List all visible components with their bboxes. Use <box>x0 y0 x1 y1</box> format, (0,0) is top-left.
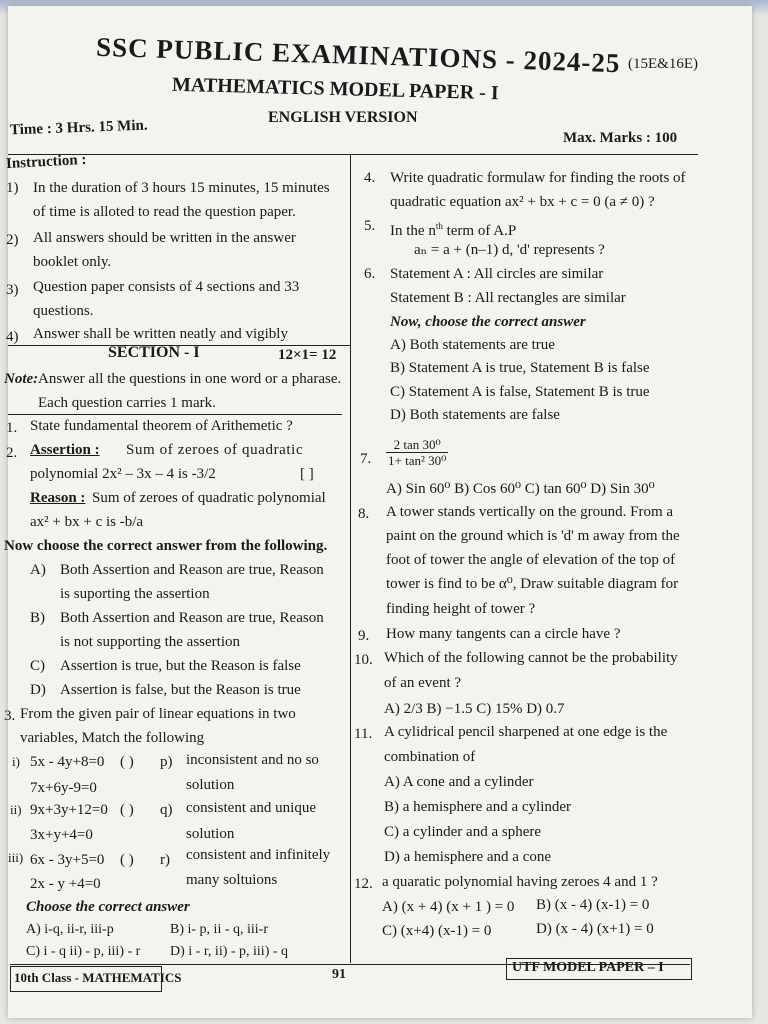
assertion-text: polynomial 2x² – 3x – 4 is -3/2 <box>30 466 216 482</box>
superscript: th <box>435 221 443 231</box>
question-text: finding height of tower ? <box>386 601 536 617</box>
question-text: a quaratic polynomial having zeroes 4 and 1 ? <box>382 874 658 890</box>
reason-text: ax² + bx + c is -b/a <box>30 514 144 530</box>
instruction-text: All answers should be written in the answer <box>33 230 296 246</box>
column-divider <box>350 155 351 963</box>
option-text: A) Both statements are true <box>390 337 555 353</box>
match-equation: 3x+y+4=0 <box>30 827 93 843</box>
option-label: D) <box>30 682 46 698</box>
option-text: A) A cone and a cylinder <box>384 774 534 790</box>
option-text: C) Statement A is false, Statement B is true <box>390 384 650 400</box>
answer-option: D) i - r, ii) - p, iii) - q <box>170 944 289 959</box>
version-label: ENGLISH VERSION <box>268 109 418 126</box>
trig-fraction <box>386 437 448 468</box>
answer-option: B) i- p, ii - q, iii-r <box>170 922 268 937</box>
paper-codes: (15E&16E) <box>628 56 698 72</box>
footer-paper-label: UTF MODEL PAPER – I <box>512 960 664 975</box>
question-number: 6. <box>364 266 376 282</box>
question-number: 10. <box>354 652 373 668</box>
match-letter: r) <box>160 852 170 868</box>
match-description: solution <box>186 777 235 793</box>
note-text: Answer all the questions in one word or a pharase. <box>38 371 342 387</box>
choose-instruction: Now choose the correct answer from the following. <box>4 538 328 554</box>
question-text: A tower stands vertically on the ground. From a <box>386 504 674 520</box>
option-label: B) <box>30 610 45 626</box>
match-bracket: ( ) <box>120 802 134 818</box>
option-text: B) Statement A is true, Statement B is false <box>390 360 650 376</box>
statement-a: Statement A : All circles are similar <box>390 266 604 282</box>
match-description: consistent and unique <box>186 800 316 816</box>
instruction-text: Question paper consists of 4 sections and 33 <box>33 279 300 295</box>
instruction-text: Answer shall be written neatly and vigibly <box>33 326 288 342</box>
match-letter: p) <box>160 754 173 770</box>
question-text: Write quadratic formulaw for finding the roots of <box>390 170 686 186</box>
option-text: is not supporting the assertion <box>60 634 240 650</box>
answer-option: C) i - q ii) - p, iii) - r <box>26 944 141 959</box>
question-number: 2. <box>6 445 18 461</box>
reason-text: Sum of zeroes of quadratic polynomial <box>92 490 326 506</box>
formula-text: aₙ = a + (n–1) d, 'd' represents ? <box>414 242 605 258</box>
answer-option: A) i-q, ii-r, iii-p <box>26 922 114 937</box>
question-text: combination of <box>384 749 476 765</box>
question-text: variables, Match the following <box>20 730 205 746</box>
match-description: consistent and infinitely <box>186 847 331 863</box>
instruction-text: of time is alloted to read the question paper. <box>33 204 296 220</box>
match-description: solution <box>186 826 235 842</box>
question-number: 3. <box>4 708 16 724</box>
option-text: B) (x - 4) (x-1) = 0 <box>536 897 650 913</box>
option-text: Assertion is true, but the Reason is false <box>60 658 301 674</box>
option-text: is suporting the assertion <box>60 586 210 602</box>
match-equation: 9x+3y+12=0 <box>30 802 108 818</box>
instruction-text: booklet only. <box>33 254 112 270</box>
note-text: Each question carries 1 mark. <box>38 395 216 411</box>
header-rule <box>8 154 698 155</box>
exam-title: SSC PUBLIC EXAMINATIONS - 2024-25 <box>95 31 621 79</box>
option-text: A) Sin 60⁰ B) Cos 60⁰ C) tan 60⁰ D) Sin 30⁰ <box>386 481 655 497</box>
option-text: C) a cylinder and a sphere <box>384 824 542 840</box>
question-text: tower is find to be α⁰, Draw suitable diagram for <box>386 576 679 592</box>
match-equation: 7x+6y-9=0 <box>30 780 97 796</box>
match-roman: iii) <box>8 850 24 865</box>
match-equation: 2x - y +4=0 <box>30 876 101 892</box>
option-text: D) Both statements are false <box>390 407 560 423</box>
choose-instruction: Choose the correct answer <box>26 899 190 915</box>
assertion-text: Sum of zeroes of quadratic <box>126 442 304 458</box>
question-text-part: In the n <box>390 223 436 239</box>
paper-subtitle: MATHEMATICS MODEL PAPER - I <box>171 73 499 105</box>
assertion-label: Assertion : <box>30 442 100 458</box>
option-text: A) 2/3 B) −1.5 C) 15% D) 0.7 <box>384 701 565 717</box>
question-number: 9. <box>358 628 370 644</box>
option-text: A) (x + 4) (x + 1 ) = 0 <box>382 899 515 915</box>
question-text-part: term of A.P <box>442 223 517 239</box>
question-number: 5. <box>364 218 376 234</box>
match-roman: ii) <box>10 802 22 817</box>
instruction-num: 2) <box>6 232 19 248</box>
section-title: SECTION - I <box>108 344 200 361</box>
fraction-numerator: 2 tan 30⁰ <box>386 437 448 453</box>
question-text: How many tangents can a circle have ? <box>386 626 621 642</box>
question-number: 8. <box>358 506 370 522</box>
match-equation: 5x - 4y+8=0 <box>30 754 105 770</box>
footer-class-label: 10th Class - MATHEMATICS <box>14 970 182 985</box>
instruction-heading: Instruction : <box>5 151 87 173</box>
option-text: Both Assertion and Reason are true, Reason <box>60 610 324 626</box>
question-text: Which of the following cannot be the probability <box>384 650 678 666</box>
question-number: 4. <box>364 170 376 186</box>
option-label: A) <box>30 562 46 578</box>
match-bracket: ( ) <box>120 852 134 868</box>
question-text: of an event ? <box>384 675 462 691</box>
match-description: inconsistent and no so <box>186 752 319 768</box>
question-number: 12. <box>354 876 373 892</box>
option-text: Assertion is false, but the Reason is true <box>60 682 301 698</box>
option-text: D) a hemisphere and a cone <box>384 849 552 865</box>
note-label: Note: <box>4 371 39 387</box>
fraction-denominator: 1+ tan² 30⁰ <box>388 453 447 468</box>
option-label: C) <box>30 658 45 674</box>
instruction-text: questions. <box>33 303 94 319</box>
time-label: Time : 3 Hrs. 15 Min. <box>9 117 148 139</box>
option-text: B) a hemisphere and a cylinder <box>384 799 572 815</box>
option-text: C) (x+4) (x-1) = 0 <box>382 923 492 939</box>
instruction-text: In the duration of 3 hours 15 minutes, 15 minutes <box>33 180 330 196</box>
match-equation: 6x - 3y+5=0 <box>30 852 105 868</box>
answer-bracket: [ ] <box>300 466 314 482</box>
question-text: foot of tower the angle of elevation of the top of <box>386 552 676 568</box>
match-bracket: ( ) <box>120 754 134 770</box>
section-marks: 12×1= 12 <box>278 347 337 363</box>
instruction-num: 3) <box>6 282 19 298</box>
question-number: 7. <box>360 451 372 467</box>
match-roman: i) <box>12 754 20 769</box>
question-text: A cylidrical pencil sharpened at one edge is the <box>384 724 668 740</box>
question-number: 11. <box>354 726 373 742</box>
question-text: paint on the ground which is 'd' m away from the <box>386 528 680 544</box>
question-text: State fundamental theorem of Arithemetic ? <box>30 418 293 434</box>
instruction-num: 4) <box>6 329 19 345</box>
option-text: Both Assertion and Reason are true, Reason <box>60 562 324 578</box>
match-description: many soltuions <box>186 872 278 888</box>
match-letter: q) <box>160 802 173 818</box>
option-text: D) (x - 4) (x+1) = 0 <box>536 921 654 937</box>
question-text: From the given pair of linear equations in two <box>20 706 296 722</box>
page-number: 91 <box>332 967 346 982</box>
max-marks-label: Max. Marks : 100 <box>563 130 678 146</box>
instruction-num: 1) <box>6 180 19 196</box>
statement-b: Statement B : All rectangles are similar <box>390 290 626 306</box>
question-number: 1. <box>6 420 18 436</box>
reason-label: Reason : <box>30 490 86 506</box>
question-text: quadratic equation ax² + bx + c = 0 (a ≠ 0) ? <box>390 194 655 210</box>
choose-instruction: Now, choose the correct answer <box>390 314 586 330</box>
